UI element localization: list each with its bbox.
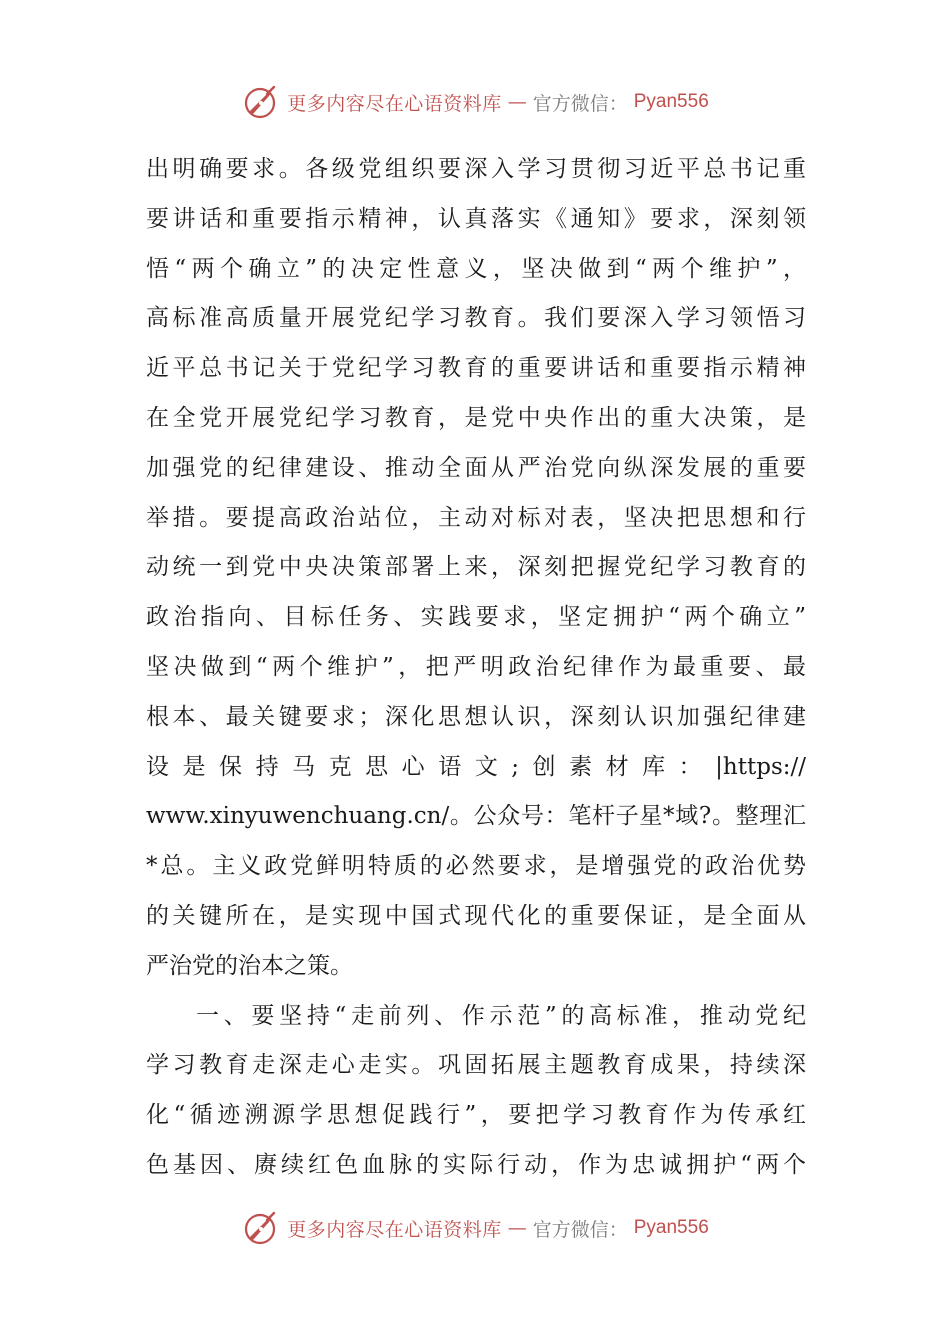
text-line: 动统一到党中央决策部署上来，深刻把握党纪学习教育的: [146, 554, 806, 581]
text-line: 政治指向、目标任务、实践要求，坚定拥护“两个确立”: [146, 604, 806, 631]
header-banner: [0, 80, 950, 124]
text-line: 学习教育走深走心走实。巩固拓展主题教育成果，持续深: [146, 1052, 806, 1079]
text-line: 色基因、赓续红色血脉的实际行动，作为忠诚拥护“两个: [146, 1151, 806, 1178]
text-line: 举措。要提高政治站位，主动对标对表，坚决把思想和行: [146, 504, 806, 531]
banner-official-label: 官方微信：: [532, 92, 628, 115]
pen-nib-logo-icon: [241, 1208, 281, 1248]
banner-wechat-id: Pyan556: [633, 91, 709, 112]
text-line-link: 设是保持马克思心语文;创素材库：|https://: [146, 753, 806, 780]
text-line: 近平总书记关于党纪学习教育的重要讲话和重要指示精神: [146, 355, 806, 382]
section-heading-line: 一、要坚持“走前列、作示范”的高标准，推动党纪: [196, 1002, 806, 1029]
banner-dash: —: [507, 91, 527, 113]
text-line: 化“循迹溯源学思想促践行”，要把学习教育作为传承红: [146, 1102, 806, 1129]
text-line: 坚决做到“两个维护”，把严明政治纪律作为最重要、最: [146, 653, 806, 680]
footer-banner: [0, 1206, 950, 1250]
text-line: 严治党的治本之策。: [146, 952, 353, 979]
text-line: 加强党的纪律建设、推动全面从严治党向纵深发展的重要: [146, 454, 806, 481]
pen-nib-logo-icon: [241, 82, 281, 122]
text-line: 在全党开展党纪学习教育，是党中央作出的重大决策，是: [146, 404, 806, 431]
banner-wechat-id: Pyan556: [633, 1217, 709, 1238]
banner-dash: —: [507, 1217, 527, 1239]
text-line-url: www.xinyuwenchuang.cn/。公众号：笔杆子星*域?。整理汇: [146, 803, 806, 830]
banner-text: 更多内容尽在心语资料库: [287, 92, 502, 115]
text-line: 要讲话和重要指示精神，认真落实《通知》要求，深刻领: [146, 205, 806, 232]
banner-text: 更多内容尽在心语资料库: [287, 1218, 502, 1241]
text-line: 的关键所在，是实现中国式现代化的重要保证，是全面从: [146, 902, 806, 929]
text-line: 悟“两个确立”的决定性意义，坚决做到“两个维护”，: [146, 255, 806, 282]
text-line: 出明确要求。各级党组织要深入学习贯彻习近平总书记重: [146, 156, 806, 182]
text-line: *总。主义政党鲜明特质的必然要求，是增强党的政治优势: [146, 853, 806, 880]
banner-official-label: 官方微信：: [532, 1218, 628, 1241]
text-line: 高标准高质量开展党纪学习教育。我们要深入学习领悟习: [146, 305, 806, 332]
document-body: [146, 145, 806, 1191]
text-line: 根本、最关键要求；深化思想认识，深刻认识加强纪律建: [146, 703, 806, 730]
